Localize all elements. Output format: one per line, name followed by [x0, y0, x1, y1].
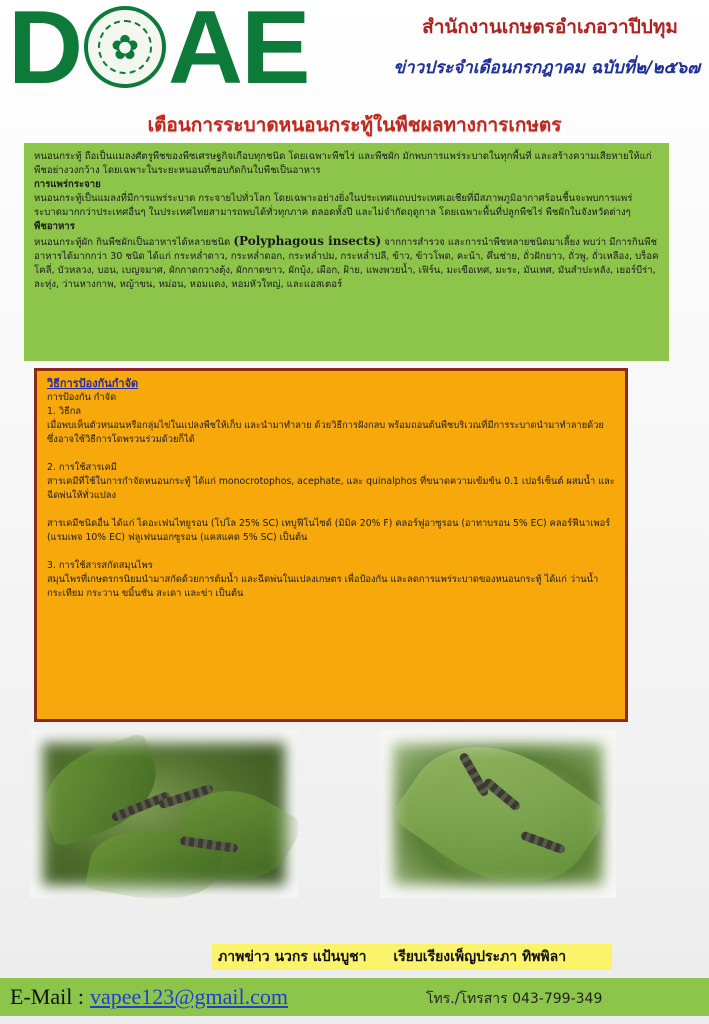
host-text-a: หนอนกระทู้ผัก กินพืชผักเป็นอาหารได้หลายชนิด [34, 237, 231, 248]
host-plants-title: พืชอาหาร [34, 221, 75, 232]
writer-credit: เรียบเรียงเพ็ญประภา ทิพพิลา [393, 949, 567, 965]
method-2-text-a: สารเคมีที่ใช้ในการกำจัดหนอนกระทู้ ได้แก่ monocrotophos, acephate, และ quinalphos ที่ขนาดความเข้มข้น 0.1 เปอร์เซ็นต์ ผสมน้ำ และฉีดพ่นให้ทั่วแปลง [47, 476, 615, 501]
logo-seal-icon: ✿ [84, 6, 166, 88]
method-1-title: 1. วิธีกล [47, 406, 82, 417]
email-label: E-Mail : [10, 984, 84, 1009]
page-headline: เตือนการระบาดหนอนกระทู้ในพืชผลทางการเกษตร [147, 114, 562, 136]
host-plants-text [34, 234, 659, 292]
intro-text: หนอนกระทู้ ถือเป็นแมลงศัตรูพืชของพืชเศรษฐกิจเกือบทุกชนิด โดยเฉพาะพืชไร่ และพืชผัก มักพบการแพร่ระบาดในทุกพื้นที่ และสร้างความเสียหายให้แก่พืชอย่างวงกว้าง โดยเฉพาะในระยะหนอนที่ชอบกัดกินใบพืชเป็นอาหาร [34, 151, 652, 176]
doae-logo [8, 0, 309, 106]
credits-line [212, 944, 612, 970]
newsletter-issue: ข่าวประจำเดือนกรกฎาคม ฉบับที่๒/๒๕๖๗ [393, 58, 700, 78]
method-3-title: 3. การใช้สารสกัดสมุนไพร [47, 560, 153, 571]
host-text-en: (Polyphagous insects) [233, 234, 382, 248]
email-link[interactable]: vapee123@gmail.com [89, 984, 288, 1009]
method-2-title: 2. การใช้สารเคมี [47, 462, 117, 473]
armyworm-photo-right [380, 730, 616, 898]
control-subtitle: การป้องกัน กำจัด [47, 392, 117, 403]
spread-text: หนอนกระทู้เป็นแมลงที่มีการแพร่ระบาด กระจายไปทั่วโลก โดยเฉพาะอย่างยิ่งในประเทศแถบประเทศเอเชียที่มีสภาพภูมิอากาศร้อนชื้นจะพบการแพร่ระบาดมากกว่าประเทศอื่นๆ ในประเทศไทยสามารถพบได้ทั่วทุกภาค ตลอดทั้งปี และไม่จำกัดฤดูกาล โดยเฉพาะพื้นที่ปลูกพืชไร่ พืชผักในจังหวัดต่างๆ [34, 193, 633, 218]
method-3-text: สมุนไพรที่เกษตรกรนิยมนำมาสกัดด้วยการต้มน้ำ และฉีดพ่นในแปลงเกษตร เพื่อป้องกัน และลดการแพร่ระบาดของหนอนกระทู้ ได้แก่ ว่านน้ำ กระเทียม กระวาน ขมิ้นชัน สะเดา และข่า เป็นต้น [47, 574, 599, 599]
host-text-b: จากการสำรวจ และการนำพืชหลายชนิดมาเลี้ยง พบว่า มีการกินพืชอาหารได้มากกว่า 30 ชนิด ได้แก่ กระหล่ำดาว, กระหล่ำดอก, กระหล่ำปม, กระหล่ำปลี, ข้าว, ข้าวโพด, คะน้า, คึ่นช่าย, ถั่วฝักยาว, ถั่วพู, ถั่วเหลือง, บร็อคโคลี่, บัวหลวง, บอน, เบญจมาศ, ผักกาดกวางตุ้ง, ผักกาดขาว, ผักบุ้ง, เผือก, ฝ้าย, แพงพวยน้ำ, เฟิร์น, มะเขือเทศ, มะระ, มันเทศ, มันสำปะหลัง, เยอร์บีร่า, ละหุ่ง, ว่านหางกาพ, หญ้าขน, หม่อน, หอมแดง, หอมหัวใหญ่, และแอสเตอร์ [34, 237, 659, 290]
armyworm-photo-left [30, 730, 298, 898]
photo-credit: ภาพข่าว นวกร แป้นบูชา [218, 949, 367, 965]
control-section [34, 368, 628, 722]
logo-letters-ae: AE [168, 0, 309, 106]
phone-fax: โทร./โทรสาร 043-799-349 [426, 991, 603, 1007]
control-title: วิธีการป้องกันกำจัด [47, 377, 139, 390]
logo-letter-d: D [8, 0, 82, 106]
spread-title: การแพร่กระจาย [34, 179, 101, 190]
office-name: สำนักงานเกษตรอำเภอวาปีปทุม [422, 16, 678, 38]
info-section [24, 143, 669, 361]
footer-bar [0, 978, 709, 1016]
method-2-text-b: สารเคมีชนิดอื่น ได้แก่ ไดอะเฟนไทยูรอน (โปโล 25% SC) เทบูฟีโนไซด์ (มิมิค 20% F) คลอร์ฟูอาซูรอน (อาทาบรอน 5% EC) คลอร์ฟีนาเพอร์ (แรมเพจ 10% EC) ฟลูเฟนนอกซูรอน (แคสแคด 5% SC) เป็นต้น [47, 518, 611, 543]
method-1-text: เมื่อพบเห็นตัวหนอนหรือกลุ่มไข่ในแปลงพืชให้เก็บ และนำมาทำลาย ด้วยวิธีการฝังกลบ พร้อมถอนต้นพืชบริเวณที่มีการระบาดนำมาทำลายด้วย ซึ่งอาจใช้วิธีการโดพรวนร่วมด้วยก็ได้ [47, 420, 604, 445]
